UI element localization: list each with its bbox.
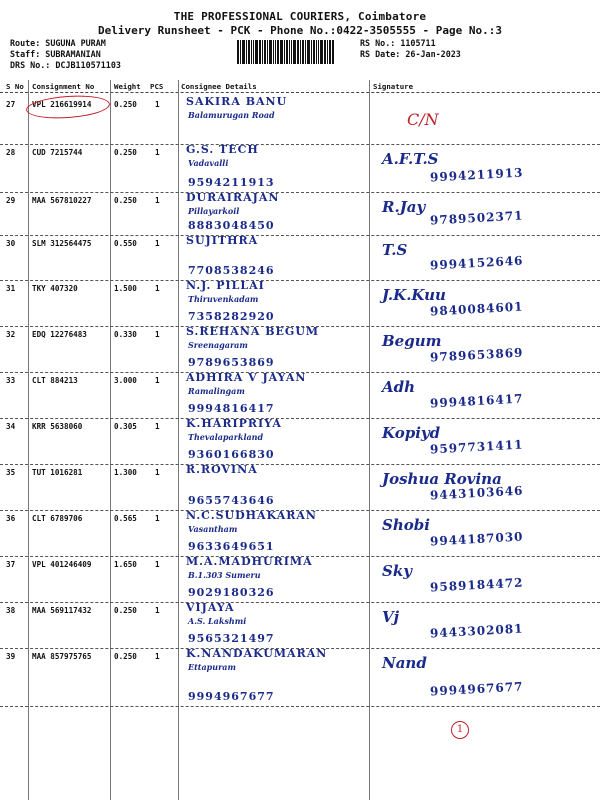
consignee-address: Thevalaparkland (188, 432, 264, 442)
consignee-phone: 7358282920 (188, 310, 275, 323)
table-row (0, 556, 600, 603)
consignee-phone: 9994967677 (188, 690, 275, 703)
consignment-cell: TUT 1016281 (32, 468, 83, 477)
signature-scribble: Begum (382, 332, 442, 350)
signature-scribble: Adh (382, 378, 416, 396)
consignee-name: SUJITHRA (186, 234, 259, 247)
consignee-address: B.1.303 Sumeru (188, 570, 261, 580)
consignee-name: G.S. TECH (186, 143, 259, 156)
weight-cell: 3.000 (114, 376, 137, 385)
signature-phone: 9789653869 (429, 345, 524, 365)
drs-number: DRS No.: DCJB110571103 (10, 60, 121, 70)
weight-cell: 0.250 (114, 606, 137, 615)
runsheet-title: Delivery Runsheet - PCK - Phone No.:0422-3505555 - Page No.:3 (98, 24, 502, 37)
weight-cell: 1.650 (114, 560, 137, 569)
consignment-cell: MAA 569117432 (32, 606, 92, 615)
consignment-cell: TKY 407320 (32, 284, 78, 293)
col-pcs: PCS (150, 82, 164, 91)
consignee-phone: 9360166830 (188, 448, 275, 461)
table-row (0, 648, 600, 707)
table-header (0, 80, 600, 93)
table-row (0, 602, 600, 649)
consignee-name: N.J. PILLAI (186, 279, 265, 292)
pcs-cell: 1 (155, 514, 160, 523)
consignee-phone: 9633649651 (188, 540, 275, 553)
signature-phone: 9789502371 (429, 208, 524, 228)
pcs-cell: 1 (155, 560, 160, 569)
pcs-cell: 1 (155, 652, 160, 661)
sno-cell: 27 (6, 100, 16, 109)
signature-phone: 9597731411 (429, 437, 524, 457)
signature-scribble: Nand (382, 654, 427, 672)
consignee-address: Ramalingam (188, 386, 245, 396)
signature-scribble: Sky (382, 562, 412, 580)
sno-cell: 36 (6, 514, 16, 523)
consignee-phone: 9789653869 (188, 356, 275, 369)
company-title: THE PROFESSIONAL COURIERS, Coimbatore (173, 10, 427, 23)
signature-phone: 9443302081 (429, 621, 524, 641)
pcs-cell: 1 (155, 468, 160, 477)
page-mark: 1 (451, 721, 469, 739)
consignee-name: N.C.SUDHAKARAN (186, 509, 317, 522)
sno-cell: 29 (6, 196, 16, 205)
pcs-cell: 1 (155, 284, 160, 293)
pcs-cell: 1 (155, 376, 160, 385)
signature-phone: 9443103646 (429, 483, 524, 503)
consignee-phone: 8883048450 (188, 219, 275, 232)
consignee-name: K.NANDAKUMARAN (186, 647, 328, 660)
signature-scribble: Shobi (382, 516, 430, 534)
pcs-cell: 1 (155, 196, 160, 205)
sno-cell: 30 (6, 239, 16, 248)
signature-scribble: Vj (382, 608, 400, 626)
signature-phone: 9944187030 (429, 529, 524, 549)
consignee-name: SAKIRA BANU (186, 95, 288, 108)
col-sno: S No (6, 82, 24, 91)
weight-cell: 0.250 (114, 652, 137, 661)
weight-cell: 0.565 (114, 514, 137, 523)
consignment-cell: CLT 6789706 (32, 514, 83, 523)
signature-scribble: Kopiyd (382, 424, 441, 442)
pcs-cell: 1 (155, 330, 160, 339)
consignee-address: Vadavalli (188, 158, 229, 168)
consignment-cell: VPL 216619914 (32, 100, 92, 109)
pcs-cell: 1 (155, 239, 160, 248)
signature-phone: 9840084601 (429, 299, 524, 319)
consignee-phone: 9655743646 (188, 494, 275, 507)
pcs-cell: 1 (155, 422, 160, 431)
consignee-name: R.ROVINA (186, 463, 258, 476)
sno-cell: 32 (6, 330, 16, 339)
rs-date: RS Date: 26-Jan-2023 (360, 49, 461, 59)
weight-cell: 0.250 (114, 148, 137, 157)
signature-phone: 9994211913 (429, 165, 524, 185)
pcs-cell: 1 (155, 100, 160, 109)
signature-scribble: J.K.Kuu (382, 286, 446, 304)
consignee-phone: 7708538246 (188, 264, 275, 277)
table-row (0, 372, 600, 419)
sno-cell: 35 (6, 468, 16, 477)
consignee-name: S.REHANA BEGUM (186, 325, 320, 338)
consignee-address: Thiruvenkadam (188, 294, 259, 304)
consignee-address: Vasantham (188, 524, 238, 534)
weight-cell: 0.305 (114, 422, 137, 431)
sno-cell: 38 (6, 606, 16, 615)
rs-number: RS No.: 1105711 (360, 38, 436, 48)
consignee-name: ADHIRA V JAYAN (186, 371, 307, 384)
route-staff-block (10, 38, 121, 71)
weight-cell: 0.250 (114, 196, 137, 205)
pcs-cell: 1 (155, 606, 160, 615)
circled-note: C/N (407, 110, 439, 129)
staff-text: Staff: SUBRAMANIAN (10, 49, 101, 59)
consignment-cell: MAA 567810227 (32, 196, 92, 205)
consignee-name: M.A.MADHURIMA (186, 555, 313, 568)
route-text: Route: SUGUNA PURAM (10, 38, 106, 48)
weight-cell: 1.500 (114, 284, 137, 293)
table-row (0, 418, 600, 465)
table-row (0, 192, 600, 236)
rs-block (360, 38, 461, 60)
consignee-phone: 9029180326 (188, 586, 275, 599)
signature-scribble: R.Jay (382, 198, 426, 216)
weight-cell: 0.330 (114, 330, 137, 339)
weight-cell: 0.550 (114, 239, 137, 248)
consignment-cell: SLM 312564475 (32, 239, 92, 248)
consignee-address: Pillayarkoil (188, 206, 240, 216)
col-consignment: Consignment No (32, 82, 95, 91)
consignee-address: Sreenagaram (188, 340, 248, 350)
consignee-address: Balamurugan Road (188, 110, 275, 120)
table-row (0, 464, 600, 511)
signature-phone: 9589184472 (429, 575, 524, 595)
consignment-cell: EDQ 12276483 (32, 330, 87, 339)
consignee-name: VIJAYA (186, 601, 235, 614)
consignee-phone: 9594211913 (188, 176, 275, 189)
signature-phone: 9994816417 (429, 391, 524, 411)
consignee-name: K.HARIPRIYA (186, 417, 282, 430)
table-row (0, 326, 600, 373)
sno-cell: 31 (6, 284, 16, 293)
weight-cell: 1.300 (114, 468, 137, 477)
sno-cell: 33 (6, 376, 16, 385)
consignee-phone: 9565321497 (188, 632, 275, 645)
consignment-cell: CUD 7215744 (32, 148, 83, 157)
sno-cell: 34 (6, 422, 16, 431)
consignee-phone: 9994816417 (188, 402, 275, 415)
table-row (0, 144, 600, 193)
signature-phone: 9994967677 (429, 679, 524, 699)
consignee-name: DURAIRAJAN (186, 191, 280, 204)
signature-scribble: T.S (382, 241, 408, 259)
sno-cell: 37 (6, 560, 16, 569)
consignment-cell: CLT 884213 (32, 376, 78, 385)
table-row (0, 510, 600, 557)
consignment-cell: KRR 5638060 (32, 422, 83, 431)
col-signature: Signature (373, 82, 414, 91)
col-weight: Weight (114, 82, 141, 91)
consignee-address: A.S. Lakshmi (188, 616, 247, 626)
sno-cell: 39 (6, 652, 16, 661)
col-consignee: Consignee Details (181, 82, 257, 91)
pcs-cell: 1 (155, 148, 160, 157)
consignee-address: Ettapuram (188, 662, 236, 672)
weight-cell: 0.250 (114, 100, 137, 109)
table-row (0, 235, 600, 281)
signature-scribble: A.F.T.S (382, 150, 439, 168)
sno-cell: 28 (6, 148, 16, 157)
consignment-cell: MAA 857975765 (32, 652, 92, 661)
barcode (237, 40, 353, 64)
signature-phone: 9994152646 (429, 253, 524, 273)
table-row (0, 280, 600, 327)
signature-scribble: Joshua Rovina (382, 470, 502, 488)
consignment-cell: VPL 401246409 (32, 560, 92, 569)
